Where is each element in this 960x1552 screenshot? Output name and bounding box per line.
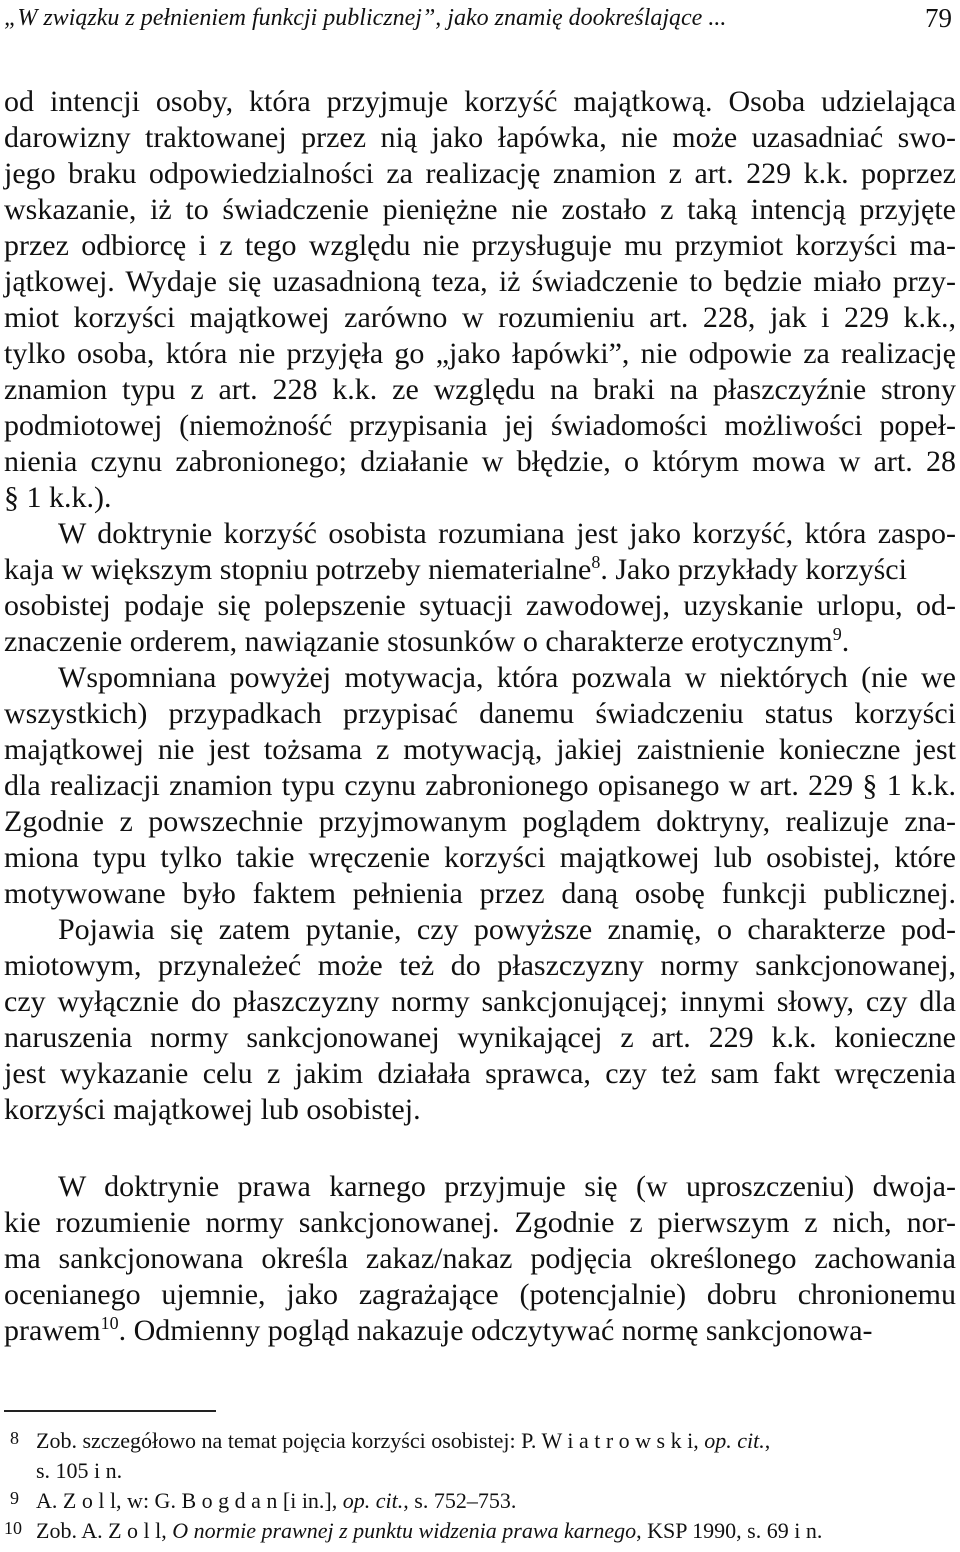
body-line: korzyści majątkowej lub osobistej. xyxy=(4,1093,421,1126)
footnote-text: Zob. szczegółowo na temat pojęcia korzyści osobistej: P. W i a t r o w s k i, xyxy=(36,1428,699,1453)
body-line: miot korzyści majątkowej zarówno w rozumieniu art. 228, jak i 229 k.k., xyxy=(4,301,956,334)
body-line: znamion typu z art. 228 k.k. ze względu na braki na płaszczyźnie strony xyxy=(4,373,956,406)
body-text: . Odmienny pogląd nakazuje odczytywać normę sankcjonowa- xyxy=(118,1314,873,1347)
body-text: znaczenie orderem, nawiązanie stosunków o charakterze erotycznym xyxy=(4,625,833,658)
body-line: osobistej podaje się polepszenie sytuacji zawodowej, uzyskanie urlopu, od- xyxy=(4,589,956,622)
page-number: 79 xyxy=(925,3,952,33)
body-line: przez odbiorcę i z tego względu nie przysługuje mu przymiot korzyści ma- xyxy=(4,229,956,262)
body-line: miona typu tylko takie wręczenie korzyści majątkowej lub osobistej, które xyxy=(4,841,956,874)
footnote-text: A. Z o l l, w: G. B o g d a n [i in.], xyxy=(36,1488,338,1513)
footnote-ref-9: 9 xyxy=(832,624,842,644)
footnote-8-continuation: s. 105 i n. xyxy=(36,1458,123,1483)
body-line: nienia czynu zabronionego; działanie w błędzie, o którym mowa w art. 28 xyxy=(4,445,956,478)
body-line: Wspomniana powyżej motywacja, która pozwala w niektórych (nie we xyxy=(58,661,956,694)
footnote-number: 10 xyxy=(4,1518,22,1538)
footnote-ref-8: 8 xyxy=(591,552,601,572)
footnote-number: 8 xyxy=(10,1428,19,1448)
footnote-italic: op. cit. xyxy=(342,1488,404,1513)
body-line-with-footnote-ref xyxy=(4,553,956,587)
body-line: ma sankcjonowana określa zakaz/nakaz podjęcia określonego zachowania xyxy=(4,1242,956,1275)
body-line: wszystkich) przypadkach przypisać danemu świadczeniu status korzyści xyxy=(4,697,956,730)
footnote-text: , xyxy=(764,1428,771,1453)
body-text: kaja w większym stopniu potrzeby niematerialne xyxy=(4,553,592,586)
footnote-9-line xyxy=(36,1488,516,1514)
footnote-text: , KSP 1990, s. 69 i n. xyxy=(636,1518,823,1543)
body-line: W doktrynie prawa karnego przyjmuje się (w uproszczeniu) dwoja- xyxy=(58,1170,956,1203)
footnote-number: 9 xyxy=(10,1488,19,1508)
footnote-text: , s. 752–753. xyxy=(403,1488,517,1513)
footnote-ref-10: 10 xyxy=(100,1313,119,1333)
footnote-8-line xyxy=(36,1428,770,1454)
footnote-italic: op. cit. xyxy=(704,1428,765,1453)
body-line: Pojawia się zatem pytanie, czy powyższe znamię, o charakterze pod- xyxy=(58,913,956,946)
body-line-with-footnote-ref xyxy=(4,1314,956,1348)
body-line: jest wykazanie celu z jakim działała sprawca, czy też sam fakt wręczenia xyxy=(4,1057,956,1090)
body-text: . Jako przykłady korzyści xyxy=(600,553,907,586)
body-line: ocenianego ujemnie, jako zagrażające (potencjalnie) dobru chronionemu xyxy=(4,1278,956,1311)
footnote-italic: O normie prawnej z punktu widzenia prawa karnego xyxy=(172,1518,637,1543)
body-line: majątkowej nie jest tożsama z motywacją, jakiej zaistnienie konieczne jest xyxy=(4,733,956,766)
body-line: miotowym, przynależeć może też do płaszczyzny normy sankcjonowanej, xyxy=(4,949,956,982)
body-line: czy wyłącznie do płaszczyzny normy sankcjonującej; innymi słowy, czy dla xyxy=(4,985,956,1018)
body-line-with-footnote-ref xyxy=(4,625,849,659)
body-line: dla realizacji znamion typu czynu zabronionego opisanego w art. 229 § 1 k.k. xyxy=(4,769,956,802)
body-text: prawem xyxy=(4,1314,101,1347)
body-text: . xyxy=(841,625,850,658)
body-line: jątkowej. Wydaje się uzasadnioną teza, iż świadczenie to będzie miało przy- xyxy=(4,265,956,298)
body-line: motywowane było faktem pełnienia przez daną osobę funkcji publicznej. xyxy=(4,877,956,910)
footnote-text: Zob. A. Z o l l, xyxy=(36,1518,167,1543)
body-line: tylko osoba, która nie przyjęła go „jako łapówki”, nie odpowie za realizację xyxy=(4,337,956,370)
body-line: darowizny traktowanej przez nią jako łapówka, nie może uzasadniać swo- xyxy=(4,121,956,154)
body-line: Zgodnie z powszechnie przyjmowanym poglądem doktryny, realizuje zna- xyxy=(4,805,956,838)
footnote-separator xyxy=(4,1410,216,1412)
running-header-title: „W związku z pełnieniem funkcji publicznej”, jako znamię dookreślające ... xyxy=(4,5,727,31)
body-line: od intencji osoby, która przyjmuje korzyść majątkową. Osoba udzielająca xyxy=(4,85,956,118)
body-line: kie rozumienie normy sankcjonowanej. Zgodnie z pierwszym z nich, nor- xyxy=(4,1206,956,1239)
footnote-10-line xyxy=(36,1518,822,1544)
body-line: naruszenia normy sankcjonowanej wynikającej z art. 229 k.k. konieczne xyxy=(4,1021,956,1054)
body-line: W doktrynie korzyść osobista rozumiana jest jako korzyść, która zaspo- xyxy=(58,517,956,550)
body-line: podmiotowej (niemożność przypisania jej świadomości możliwości popeł- xyxy=(4,409,956,442)
body-line: wskazanie, iż to świadczenie pieniężne nie zostało z taką intencją przyjęte xyxy=(4,193,956,226)
body-line: jego braku odpowiedzialności za realizację znamion z art. 229 k.k. poprzez xyxy=(4,157,956,190)
body-line: § 1 k.k.). xyxy=(4,481,112,514)
